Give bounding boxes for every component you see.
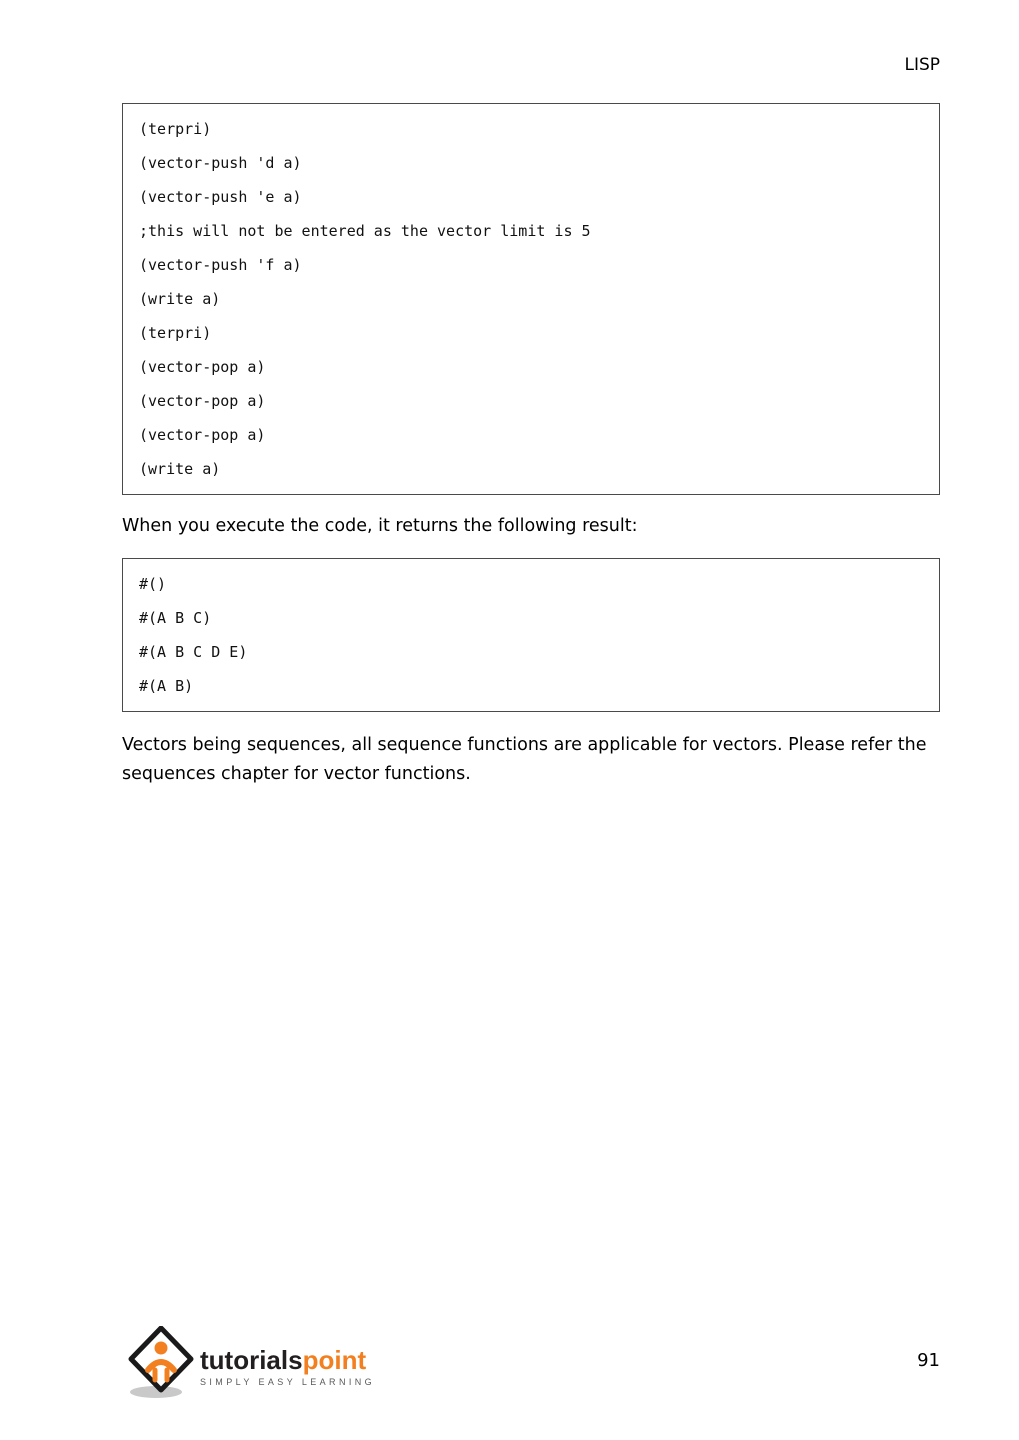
code-line: (terpri) [139, 324, 212, 342]
logo-wordmark [200, 1347, 375, 1373]
code-block-source [122, 103, 940, 495]
code-line: #() [139, 575, 167, 593]
code-line: #(A B C D E) [139, 643, 248, 661]
code-line: #(A B C) [139, 609, 212, 627]
tutorialspoint-logo-icon [128, 1326, 194, 1400]
logo-tagline: SIMPLY EASY LEARNING [200, 1377, 376, 1387]
code-block-output [122, 558, 940, 712]
code-line: (write a) [139, 460, 221, 478]
logo-text-block [200, 1347, 375, 1387]
tutorialspoint-logo [128, 1326, 375, 1400]
code-line: (vector-pop a) [139, 426, 266, 444]
page-footer [0, 1318, 1019, 1408]
code-line: (vector-push 'd a) [139, 154, 302, 172]
code-line: (vector-pop a) [139, 392, 266, 410]
paragraph-execute-result: When you execute the code, it returns the following result: [122, 516, 638, 536]
code-line: (vector-push 'e a) [139, 188, 302, 206]
page-header-title: LISP [904, 55, 940, 75]
code-line: ;this will not be entered as the vector limit is 5 [139, 222, 591, 240]
code-line: (vector-push 'f a) [139, 256, 302, 274]
code-line: (vector-pop a) [139, 358, 266, 376]
page-number: 91 [917, 1350, 940, 1371]
paragraph-vectors-sequences: Vectors being sequences, all sequence functions are applicable for vectors. Please refer the sequences chapter for vector functions. [122, 735, 927, 784]
code-line: (terpri) [139, 120, 212, 138]
code-line: #(A B) [139, 677, 194, 695]
code-line: (write a) [139, 290, 221, 308]
logo-wordmark-tutorials: tutorials [200, 1345, 303, 1375]
logo-wordmark-point: point [302, 1345, 367, 1375]
